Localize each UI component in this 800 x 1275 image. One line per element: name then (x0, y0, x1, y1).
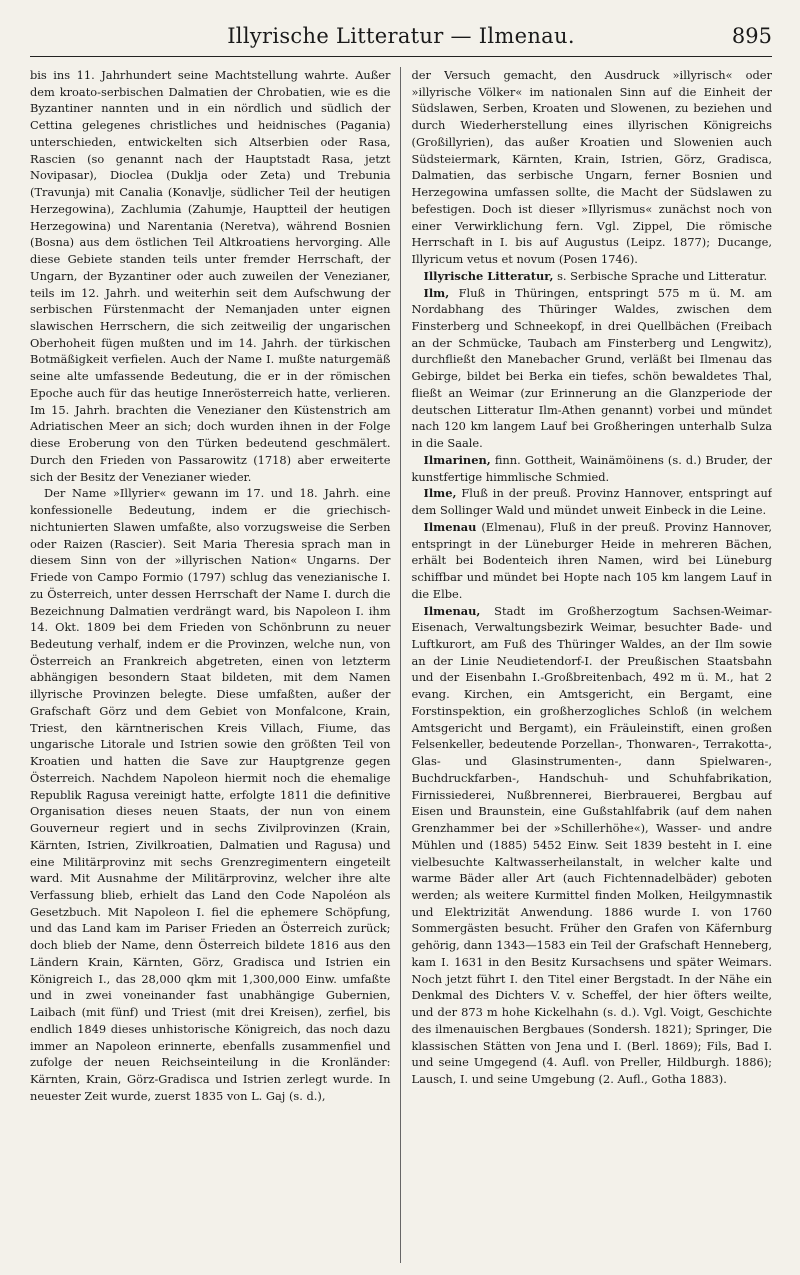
entry-illyrische-litteratur (412, 268, 773, 285)
headword-ilm: Ilm, (423, 285, 450, 300)
page-number: 895 (731, 24, 772, 48)
headword-illyrische-litteratur: Illyrische Litteratur, (423, 268, 554, 283)
entry-ilm (412, 285, 773, 452)
illyrier-name-paragraph: Der Name »Illyrier« gewann im 17. und 18. Jahrh. eine konfessionelle Bedeutung, indem er die griechisch-nichtunierten Slawen umfaßte, also vorzugsweise die Serben oder Raizen (Rascier). Seit Maria Theresia sprach man in diesem Sinn von der »illyrischen Nation« Ungarns. Der Friede von Campo Formio (1797) schlug das venezianische I. zu Österreich, unter dessen Herrschaft der Name I. durch die Bezeichnung Dalmatien verdrängt ward, bis Napoleon I. ihm 14. Okt. 1809 bei dem Frieden von Schönbrunn zu neuer Bedeutung verhalf, indem er die Provinzen, welche nun, von Österreich an Frankreich abgetreten, einen von letzterm abhängigen besondern Staat bildeten, mit dem Namen illyrische Provinzen belegte. Diese umfaßten, außer der Grafschaft Görz und dem Gebiet von Monfalcone, Krain, Triest, den kärntnerischen Kreis Villach, Fiume, das ungarische Litorale und Istrien sowie den größten Teil von Kroatien und hatten die Save zur Hauptgrenze gegen Österreich. Nachdem Napoleon hiermit noch die ehemalige Republik Ragusa vereinigt hatte, erfolgte 1811 die definitive Organisation dieses neuen Staats, der nun von einem Gouverneur regiert und in sechs Zivilprovinzen (Krain, Kärnten, Istrien, Zivilkroatien, Dalmatien und Ragusa) und eine Militärprovinz mit sechs Grenzregimentern eingeteilt ward. Mit Ausnahme der Militärprovinz, welcher ihre alte Verfassung blieb, erhielt das Land den Code Napoléon als Gesetzbuch. Mit Napoleon I. fiel die ephemere Schöpfung, und das Land kam im Pariser Frieden an Österreich zurück; doch blieb der Name, denn Österreich bildete 1816 aus den Ländern Krain, Kärnten, Görz, Gradisca und Istrien ein Königreich I., das 28,000 qkm mit 1,300,000 Einw. umfaßte und in zwei voneinander fast unabhängige Gubernien, Laibach (mit fünf) und Triest (mit drei Kreisen), zerfiel, bis endlich 1849 dieses unhistorische Königreich, das noch dazu immer an Napoleon erinnerte, ebenfalls zusammenfiel und zufolge der neuen Reichseinteilung in die Kronländer: Kärnten, Krain, Görz-Gradisca und Istrien zerlegt wurde. In neuester Zeit wurde, zuerst 1835 von L. Gaj (s. d.), (30, 486, 391, 1103)
headword-ilmenau-river: Ilmenau (423, 519, 477, 534)
illyrismus-paragraph: der Versuch gemacht, den Ausdruck »illyrisch« oder »illyrische Völker« im nationalen Sinn auf die Einheit der Südslawen, Serben, Kroaten und Slowenen, zu beziehen und durch Wiederherstellung eines illyrischen Königreichs (Großillyrien), das außer Kroatien und Slowenien auch Südsteiermark, Kärnten, Krain, Istrien, Görz, Gradisca, Dalmatien, das serbische Ungarn, ferner Bosnien und Herzegowina umfassen sollte, die Macht der Südslawen zu befestigen. Doch ist dieser »Illyrismus« zunächst noch von einer Verwirklichung fern. Vgl. Zippel, Die römische Herrschaft in I. bis auf Augustus (Leipz. 1877); Ducange, Illyricum vetus et novum (Posen 1746). (411, 68, 772, 267)
illyria-history-paragraph: bis ins 11. Jahrhundert seine Machtstellung wahrte. Außer dem kroato-serbischen Dalmatien der Chrobatien, wie es die Byzantiner nannten und in ein nördlich und südlich der Cettina gelegenes christliches und heidnisches (Pagania) unterschieden, entwickelten sich Altserbien oder Rasa, Rascien (so genannt nach der Hauptstadt Rasa, jetzt Novipasar), Dioclea (Duklja oder Zeta) und Trebunia (Travunja) mit Canalia (Konavlje, südlicher Teil der heutigen Herzegowina), Zachlumia (Zahumje, Hauptteil der heutigen Herzegowina) und Narentania (Neretva), während Bosnien (Bosna) aus dem östlichen Teil Altkroatiens hervorging. Alle diese Gebiete standen teils unter fremder Herrschaft, der Ungarn, der Byzantiner oder auch zuweilen der Venezianer, teils im 12. Jahrh. und weiterhin seit dem Aufschwung der serbischen Fürstenmacht der Nemanjaden unter eignen slawischen Herrschern, die sich zeitweilig der ungarischen Oberhoheit fügen mußten und im 14. Jahrh. der türkischen Botmäßigkeit verfielen. Auch der Name I. mußte naturgemäß seine alte umfassende Bedeutung, die er in der römischen Epoche auch für das heutige Innerösterreich hatte, verlieren. Im 15. Jahrh. brachten die Venezianer den Küstenstrich am Adriatischen Meer an sich; doch wurden ihnen in der Folge diese Eroberung von den Türken bedeutend geschmälert. Durch den Frieden von Passarowitz (1718) aber erweiterte sich der Besitz der Venezianer wieder. (30, 68, 391, 484)
entry-body-ilmenau-town: Stadt im Großherzogtum Sachsen-Weimar-Eisenach, Verwaltungsbezirk Weimar, besuchter Bade- und Luftkurort, am Fuß des Thüringer Waldes, an der Ilm sowie an der Linie Neudietendorf-I. der Preußischen Staatsbahn und der Eisenbahn I.-Großbreitenbach, 492 m ü. M., hat 2 evang. Kirchen, ein Amtsgericht, ein Bergamt, eine Forstinspektion, ein großherzogliches Schloß (in welchem Amtsgericht und Bergamt), ein Fräuleinstift, einen großen Felsenkeller, bedeutende Porzellan-, Thonwaren-, Terrakotta-, Glas- und Glasinstrumenten-, dann Spielwaren-, Buchdruckfarben-, Handschuh- und Schuhfabrikation, Firnissiederei, Nußbrennerei, Bierbrauerei, Bergbau auf Eisen und Braunstein, eine Gußstahlfabrik (auf dem nahen Grenzhammer bei der »Schillerhöhe«), Wasser- und andre Mühlen und (1885) 5452 Einw. Seit 1839 besteht in I. eine vielbesuchte Kaltwasserheilanstalt, in welcher kalte und warme Bäder aller Art (auch Fichtennadelbäder) geboten werden; als weitere Kurmittel finden Molken, Heilgymnastik und Elektrizität Anwendung. 1886 wurde I. von 1760 Sommergästen besucht. Früher den Grafen von Käfernburg gehörig, dann 1343—1583 ein Teil der Grafschaft Henneberg, kam I. 1631 in den Besitz Kursachsens und später Weimars. Noch jetzt führt I. den Titel einer Bergstadt. In der Nähe ein Denkmal des Dichters V. v. Scheffel, der hier öfters weilte, und der 873 m hohe Kickelhahn (s. d.). Vgl. Voigt, Geschichte des ilmenauischen Bergbaues (Sondersh. 1821); Springer, Die klassischen Stätten von Jena und I. (Berl. 1869); Fils, Bad I. und seine Umgegend (4. Aufl. von Preller, Hildburgh. 1886); Lausch, I. und seine Umgebung (2. Aufl., Gotha 1883). (411, 603, 772, 1087)
entry-body-ilmarinen: finn. Gottheit, Wainämöinens (s. d.) Bruder, der kunstfertige himmlische Schmied. (411, 452, 772, 484)
entry-ilmarinen (412, 452, 773, 485)
entry-body-ilme: Fluß in der preuß. Provinz Hannover, entspringt auf dem Sollinger Wald und mündet unweit Einbeck in die Leine. (411, 486, 772, 518)
running-title: Illyrische Litteratur — Ilmenau. (227, 24, 575, 48)
headword-ilmarinen: Ilmarinen, (423, 452, 491, 467)
page-header (30, 22, 772, 57)
entry-ilmenau-town (412, 603, 773, 1088)
entry-body-ilm: Fluß in Thüringen, entspringt 575 m ü. M. am Nordabhang des Thüringer Waldes, zwischen dem Finsterberg und Schneekopf, in drei Quellbächen (Freibach an der Schmücke, Taubach am Finsterberg und Lengwitz), durchfließt den Manebacher Grund, verläßt bei Ilmenau das Gebirge, bildet bei Berka ein tiefes, schön bewaldetes Thal, fließt an Weimar (zur Erinnerung an die Glanzperiode der deutschen Litteratur Ilm-Athen genannt) vorbei und mündet nach 120 km langem Lauf bei Großheringen unterhalb Sulza in die Saale. (411, 285, 772, 451)
text-columns (30, 67, 772, 1263)
headword-ilme: Ilme, (423, 486, 457, 501)
headword-ilmenau-town: Ilmenau, (423, 603, 481, 618)
entry-ilmenau-river (412, 519, 773, 603)
left-column (30, 67, 401, 1263)
entry-body-illyrische-litteratur: s. Serbische Sprache und Litteratur. (553, 268, 768, 283)
right-column (411, 67, 773, 1263)
entry-ilme (412, 485, 773, 518)
entry-body-ilmenau-river: (Elmenau), Fluß in der preuß. Provinz Hannover, entspringt in der Lüneburger Heide in mehreren Bächen, erhält bei Bodenteich ihren Namen, wird bei Lüneburg schiffbar und mündet bei Hopte nach 105 km langem Lauf in die Elbe. (411, 519, 772, 601)
